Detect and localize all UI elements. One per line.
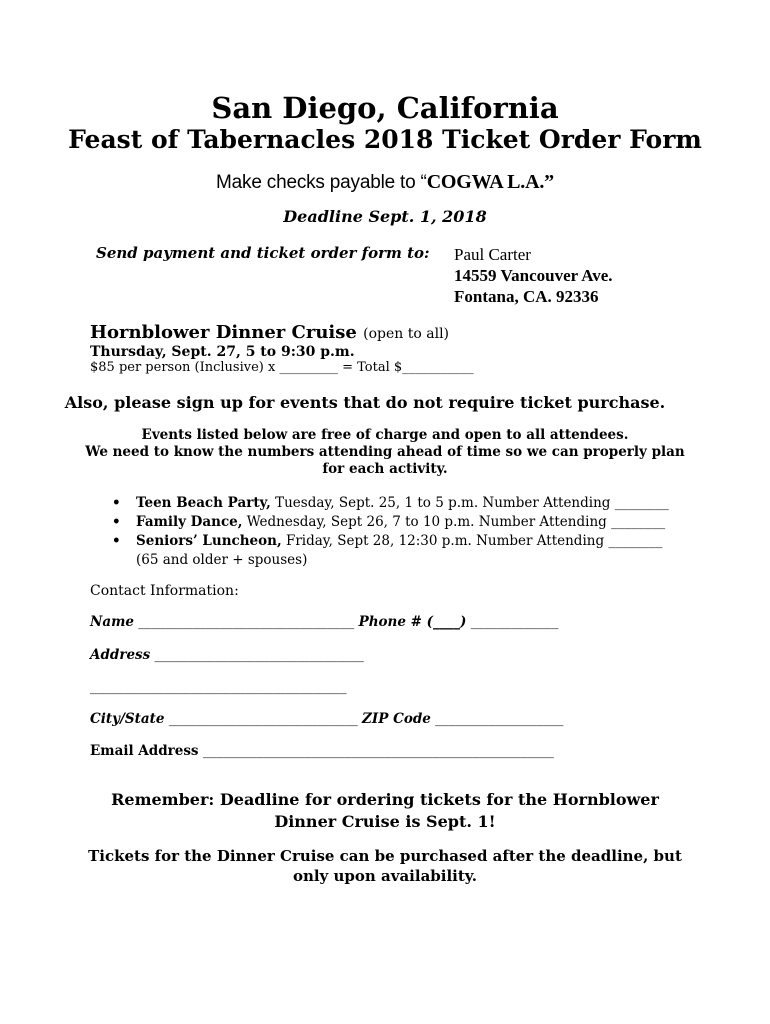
- cruise-note: (open to all): [363, 326, 450, 342]
- bullet-icon: •: [112, 533, 121, 549]
- address-row: [90, 645, 364, 665]
- list-item[interactable]: [110, 494, 669, 513]
- email-field[interactable]: ____________________________________________________: [198, 743, 554, 759]
- zip-label: ZIP Code: [362, 711, 431, 727]
- name-field[interactable]: ________________________________: [133, 614, 359, 630]
- events-intro-line3: for each activity.: [322, 461, 448, 477]
- email-label: Email Address: [90, 743, 199, 759]
- contact-heading: Contact Information:: [90, 583, 239, 599]
- email-row: [90, 741, 554, 761]
- address-field-2[interactable]: ______________________________________: [90, 679, 347, 695]
- reminder-line1: Remember: Deadline for ordering tickets for the Hornblower: [111, 790, 659, 809]
- phone-label: Phone # (____): [358, 614, 467, 630]
- list-item[interactable]: [110, 513, 669, 532]
- deadline-reminder: [0, 789, 770, 833]
- availability-line2: only upon availability.: [292, 867, 478, 885]
- cruise-title: Hornblower Dinner Cruise: [90, 322, 357, 343]
- list-item[interactable]: [110, 532, 669, 551]
- bullet-icon: •: [112, 514, 121, 530]
- name-label: Name: [90, 614, 134, 630]
- checks-prefix: Make checks payable to “: [216, 172, 427, 193]
- events-list: [110, 494, 669, 570]
- form-subtitle: Feast of Tabernacles 2018 Ticket Order Form: [68, 125, 702, 154]
- event-details: Tuesday, Sept. 25, 1 to 5 p.m. Number Attending ________: [270, 495, 669, 511]
- event-details: Friday, Sept 28, 12:30 p.m. Number Attending ________: [281, 533, 663, 549]
- mailing-address: [454, 244, 613, 307]
- address-field[interactable]: _______________________________: [150, 647, 364, 663]
- recipient-city: Fontana, CA. 92336: [454, 287, 599, 306]
- reminder-line2: Dinner Cruise is Sept. 1!: [274, 812, 496, 831]
- events-intro-line2: We need to know the numbers attending ahead of time so we can properly plan: [85, 444, 685, 460]
- checks-payable-line: [0, 170, 770, 195]
- cruise-price-line[interactable]: $85 per person (Inclusive) x _________ = Total $___________: [90, 360, 474, 375]
- list-item-continuation: [110, 551, 669, 570]
- availability-note: [0, 846, 770, 886]
- recipient-name: Paul Carter: [454, 245, 531, 264]
- checks-payee: COGWA L.A.”: [426, 171, 554, 193]
- event-details: Wednesday, Sept 26, 7 to 10 p.m. Number Attending ________: [242, 514, 666, 530]
- city-state-field[interactable]: ____________________________: [164, 711, 363, 727]
- city-state-label: City/State: [90, 711, 165, 727]
- events-heading: Also, please sign up for events that do not require ticket purchase.: [64, 393, 666, 412]
- send-to-label: Send payment and ticket order form to:: [96, 244, 430, 262]
- deadline-text: Deadline Sept. 1, 2018: [283, 207, 487, 226]
- event-name: Teen Beach Party,: [136, 495, 271, 511]
- events-intro: [80, 427, 690, 478]
- availability-line1: Tickets for the Dinner Cruise can be purchased after the deadline, but: [88, 847, 682, 865]
- event-name: Seniors’ Luncheon,: [136, 533, 282, 549]
- phone-field[interactable]: _____________: [466, 614, 559, 630]
- name-phone-row: [90, 612, 558, 632]
- page-title: San Diego, California: [211, 91, 559, 125]
- cruise-date: Thursday, Sept. 27, 5 to 9:30 p.m.: [90, 344, 355, 360]
- bullet-icon: •: [112, 495, 121, 511]
- seniors-age-note: (65 and older + spouses): [136, 552, 308, 568]
- recipient-street: 14559 Vancouver Ave.: [454, 266, 613, 285]
- zip-field[interactable]: ___________________: [430, 711, 564, 727]
- address-label: Address: [90, 647, 151, 663]
- event-name: Family Dance,: [136, 514, 243, 530]
- city-zip-row: [90, 709, 563, 729]
- address-line2-row: [90, 677, 347, 697]
- events-intro-line1: Events listed below are free of charge and open to all attendees.: [141, 427, 629, 443]
